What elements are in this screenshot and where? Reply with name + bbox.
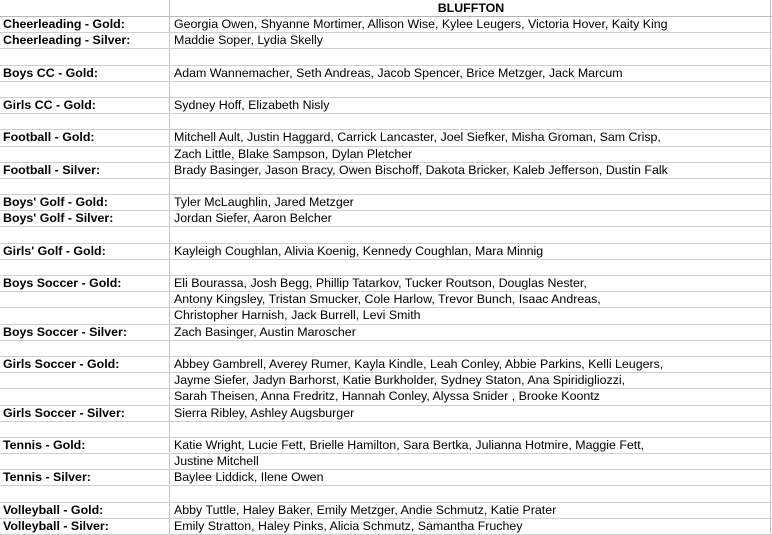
sport-award-label: Girls Soccer - Silver:	[3, 405, 125, 420]
sport-award-label: Boys' Golf - Gold:	[3, 195, 108, 210]
table-row	[0, 260, 772, 276]
award-recipients: Sarah Theisen, Anna Fredritz, Hannah Conley, Alyssa Snider , Brooke Koontz	[174, 389, 600, 404]
table-row	[0, 470, 772, 486]
table-row	[0, 373, 772, 389]
table-row	[0, 227, 772, 243]
sport-award-label: Girls CC - Gold:	[3, 97, 96, 112]
award-recipients: Eli Bourassa, Josh Begg, Phillip Tatarkov, Tucker Routson, Douglas Nester,	[174, 276, 587, 290]
table-row	[0, 114, 772, 130]
table-row	[0, 438, 772, 454]
table-row	[0, 130, 772, 146]
table-row	[0, 17, 772, 33]
table-row	[0, 422, 772, 438]
awards-table	[0, 17, 772, 535]
sheet-title: BLUFFTON	[437, 1, 505, 15]
table-row	[0, 82, 772, 98]
table-row	[0, 341, 772, 357]
sport-award-label: Boys' Golf - Silver:	[3, 211, 114, 226]
award-recipients: Katie Wright, Lucie Fett, Brielle Hamilton, Sara Bertka, Julianna Hotmire, Maggie Fett,	[174, 437, 645, 452]
award-recipients: Brady Basinger, Jason Bracy, Owen Bischoff, Dakota Bricker, Kaleb Jefferson, Dustin Falk	[174, 162, 668, 177]
award-recipients: Sierra Ribley, Ashley Augsburger	[174, 405, 355, 420]
table-row	[0, 49, 772, 65]
award-recipients: Kayleigh Coughlan, Alivia Koenig, Kennedy Coughlan, Mara Minnig	[174, 243, 544, 258]
award-recipients: Christopher Harnish, Jack Burrell, Levi Smith	[174, 308, 421, 323]
award-recipients: Baylee Liddick, Ilene Owen	[174, 470, 324, 485]
award-recipients: Sydney Hoff, Elizabeth Nisly	[174, 97, 330, 112]
table-row	[0, 406, 772, 422]
table-row	[0, 389, 772, 405]
award-recipients: Tyler McLaughlin, Jared Metzger	[174, 195, 354, 210]
sport-award-label: Boys Soccer - Gold:	[3, 276, 122, 290]
sport-award-label: Volleyball - Silver:	[3, 518, 109, 533]
award-recipients: Georgia Owen, Shyanne Mortimer, Allison Wise, Kylee Leugers, Victoria Hover, Kaity King	[174, 17, 668, 31]
sport-award-label: Tennis - Silver:	[3, 470, 91, 485]
table-row	[0, 292, 772, 308]
table-row	[0, 33, 772, 49]
sport-award-label: Boys CC - Gold:	[3, 65, 98, 80]
table-row	[0, 147, 772, 163]
table-row	[0, 244, 772, 260]
sport-award-label: Boys Soccer - Silver:	[3, 324, 127, 339]
award-recipients: Antony Kingsley, Tristan Smucker, Cole Harlow, Trevor Bunch, Isaac Andreas,	[174, 292, 601, 307]
award-recipients: Maddie Soper, Lydia Skelly	[174, 33, 324, 48]
award-recipients: Abbey Gambrell, Averey Rumer, Kayla Kindle, Leah Conley, Abbie Parkins, Kelli Leugers,	[174, 356, 664, 371]
sport-award-label: Football - Silver:	[3, 162, 101, 177]
award-recipients: Mitchell Ault, Justin Haggard, Carrick Lancaster, Joel Siefker, Misha Groman, Sam Crisp,	[174, 130, 661, 145]
table-row	[0, 325, 772, 341]
sport-award-label: Volleyball - Gold:	[3, 502, 104, 517]
sport-award-label: Tennis - Gold:	[3, 437, 86, 452]
table-row	[0, 519, 772, 535]
table-row	[0, 211, 772, 227]
table-row	[0, 486, 772, 502]
award-recipients: Abby Tuttle, Haley Baker, Emily Metzger, Andie Schmutz, Katie Prater	[174, 502, 557, 517]
table-row	[0, 195, 772, 211]
table-row	[0, 66, 772, 82]
table-row	[0, 163, 772, 179]
sport-award-label: Girls Soccer - Gold:	[3, 356, 120, 371]
sport-award-label: Cheerleading - Gold:	[3, 17, 125, 31]
award-recipients: Emily Stratton, Haley Pinks, Alicia Schmutz, Samantha Fruchey	[174, 518, 523, 533]
table-row	[0, 308, 772, 324]
sport-award-label: Football - Gold:	[3, 130, 95, 145]
table-row	[0, 454, 772, 470]
title-row	[0, 0, 772, 17]
award-recipients: Jayme Siefer, Jadyn Barhorst, Katie Burkholder, Sydney Staton, Ana Spiridigliozzi,	[174, 373, 626, 388]
award-recipients: Zach Basinger, Austin Maroscher	[174, 324, 356, 339]
table-row	[0, 276, 772, 292]
sport-award-label: Girls' Golf - Gold:	[3, 243, 106, 258]
table-row	[0, 357, 772, 373]
award-recipients: Adam Wannemacher, Seth Andreas, Jacob Spencer, Brice Metzger, Jack Marcum	[174, 65, 623, 80]
table-row	[0, 503, 772, 519]
award-recipients: Jordan Siefer, Aaron Belcher	[174, 211, 332, 226]
award-recipients: Zach Little, Blake Sampson, Dylan Pletcher	[174, 146, 413, 161]
sport-award-label: Cheerleading - Silver:	[3, 33, 131, 48]
table-row	[0, 98, 772, 114]
table-row	[0, 179, 772, 195]
award-recipients: Justine Mitchell	[174, 454, 259, 469]
